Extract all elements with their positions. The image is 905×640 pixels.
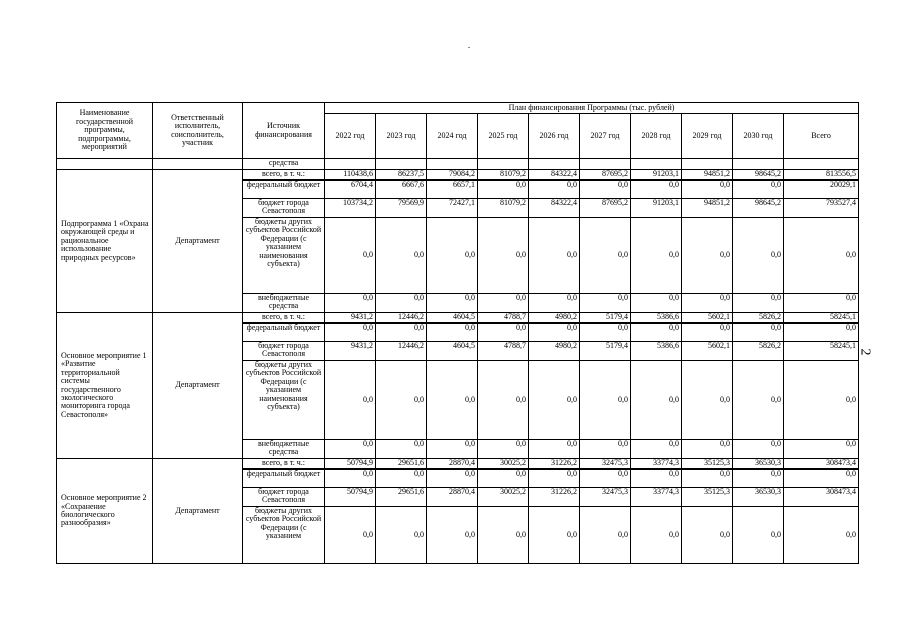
value-cell: 94851,2 [682,170,733,180]
value-cell: 98645,2 [733,170,784,180]
value-cell: 84322,4 [529,170,580,180]
value-cell: 0,0 [376,507,427,564]
value-cell: 5179,4 [580,313,631,323]
value-cell: 0,0 [325,294,376,313]
source-label: бюджет города Севастополя [243,199,325,218]
table-row [57,459,859,469]
value-cell: 0,0 [682,218,733,294]
value-cell: 9431,2 [325,342,376,361]
header-year: 2026 год [529,114,580,159]
value-cell: 72427,1 [427,199,478,218]
value-cell: 0,0 [427,218,478,294]
value-cell: 6657,1 [427,180,478,199]
value-cell: 0,0 [478,323,529,342]
value-cell: 0,0 [529,294,580,313]
value-cell: 9431,2 [325,313,376,323]
value-cell: 0,0 [784,507,859,564]
value-cell: 35125,3 [682,459,733,469]
value-cell: 0,0 [784,361,859,440]
value-cell: 0,0 [784,440,859,459]
value-cell: 0,0 [478,361,529,440]
value-cell: 0,0 [784,294,859,313]
header-year: Всего [784,114,859,159]
source-label: всего, в т. ч.: [243,313,325,323]
value-cell: 0,0 [478,469,529,488]
value-cell: 30025,2 [478,459,529,469]
value-cell: 29651,6 [376,488,427,507]
value-cell: 0,0 [478,507,529,564]
value-cell: 0,0 [427,440,478,459]
value-cell: 0,0 [325,218,376,294]
value-cell: 0,0 [325,469,376,488]
value-cell: 0,0 [325,440,376,459]
value-cell: 81079,2 [478,199,529,218]
table-row [57,170,859,180]
value-cell: 0,0 [529,469,580,488]
section-name: Основное мероприятие 1 «Развитие территориальной системы государственного экологического мониторинга города Севастополя» [57,313,153,459]
value-cell: 87695,2 [580,170,631,180]
value-cell: 0,0 [733,323,784,342]
source-label: всего, в т. ч.: [243,459,325,469]
value-cell: 5386,6 [631,313,682,323]
value-cell: 5826,2 [733,342,784,361]
value-cell: 0,0 [427,469,478,488]
value-cell: 0,0 [376,294,427,313]
value-cell: 0,0 [427,294,478,313]
header-year: 2029 год [682,114,733,159]
value-cell: 58245,1 [784,342,859,361]
value-cell: 0,0 [376,323,427,342]
value-cell: 30025,2 [478,488,529,507]
value-cell: 12446,2 [376,342,427,361]
value-cell: 0,0 [580,469,631,488]
value-cell: 98645,2 [733,199,784,218]
page-number: 2 [857,348,873,356]
source-label: федеральный бюджет [243,323,325,342]
value-cell: 110438,6 [325,170,376,180]
value-cell: 5179,4 [580,342,631,361]
value-cell: 87695,2 [580,199,631,218]
value-cell: 0,0 [631,507,682,564]
header-year: 2030 год [733,114,784,159]
header-year: 2027 год [580,114,631,159]
value-cell: 12446,2 [376,313,427,323]
value-cell: 0,0 [478,294,529,313]
source-label: бюджеты других субъектов Российской Федерации (с указанием наименования субъекта) [243,361,325,440]
value-cell: 0,0 [784,218,859,294]
value-cell: 0,0 [682,180,733,199]
value-cell: 5826,2 [733,313,784,323]
value-cell: 31226,2 [529,459,580,469]
value-cell: 0,0 [529,361,580,440]
source-label: бюджеты других субъектов Российской Федерации (с указанием наименования субъекта) [243,218,325,294]
value-cell: 79569,9 [376,199,427,218]
value-cell: 86237,5 [376,170,427,180]
header-executor: Ответственный исполнитель, соисполнитель, участник [153,103,243,159]
value-cell: 58245,1 [784,313,859,323]
header-source: Источник финансирования [243,103,325,159]
value-cell: 0,0 [580,361,631,440]
value-cell: 0,0 [580,440,631,459]
value-cell: 0,0 [376,218,427,294]
value-cell: 0,0 [631,218,682,294]
value-cell: 32475,3 [580,459,631,469]
header-year: 2025 год [478,114,529,159]
value-cell: 103734,2 [325,199,376,218]
value-cell: 0,0 [376,440,427,459]
value-cell: 4980,2 [529,313,580,323]
value-cell: 0,0 [580,507,631,564]
source-label: бюджеты других субъектов Российской Федерации (с указанием [243,507,325,564]
header-year: 2022 год [325,114,376,159]
source-label: бюджет города Севастополя [243,488,325,507]
value-cell: 0,0 [580,294,631,313]
value-cell: 0,0 [478,180,529,199]
value-cell: 28870,4 [427,488,478,507]
value-cell: 0,0 [733,507,784,564]
value-cell: 0,0 [478,218,529,294]
value-cell: 4604,5 [427,313,478,323]
value-cell: 0,0 [631,180,682,199]
source-label: всего, в т. ч.: [243,170,325,180]
value-cell: 0,0 [631,440,682,459]
value-cell: 0,0 [529,180,580,199]
value-cell: 0,0 [529,323,580,342]
value-cell: 0,0 [733,294,784,313]
value-cell: 0,0 [580,323,631,342]
section-name: Подпрограмма 1 «Охрана окружающей среды и рациональное использование природных ресурсов» [57,170,153,313]
source-label: бюджет города Севастополя [243,342,325,361]
value-cell: 36530,3 [733,488,784,507]
value-cell: 0,0 [325,507,376,564]
value-cell: 6704,4 [325,180,376,199]
value-cell: 0,0 [580,218,631,294]
value-cell: 0,0 [427,323,478,342]
value-cell: 33774,3 [631,488,682,507]
value-cell: 0,0 [478,440,529,459]
value-cell: 0,0 [529,440,580,459]
value-cell: 31226,2 [529,488,580,507]
value-cell: 813556,5 [784,170,859,180]
value-cell: 36530,3 [733,459,784,469]
value-cell: 0,0 [733,469,784,488]
carry-name-cell [57,159,153,170]
value-cell: 91203,1 [631,199,682,218]
value-cell: 0,0 [631,361,682,440]
value-cell: 0,0 [631,294,682,313]
value-cell: 0,0 [376,469,427,488]
value-cell: 81079,2 [478,170,529,180]
scan-speck [468,47,470,48]
value-cell: 308473,4 [784,488,859,507]
value-cell: 50794,9 [325,459,376,469]
value-cell: 4788,7 [478,342,529,361]
value-cell: 0,0 [427,361,478,440]
section-name: Основное мероприятие 2 «Сохранение биологического разнообразия» [57,459,153,564]
value-cell: 308473,4 [784,459,859,469]
value-cell: 79084,2 [427,170,478,180]
value-cell: 29651,6 [376,459,427,469]
header-plan: План финансирования Программы (тыс. рублей) [325,103,859,114]
value-cell: 0,0 [631,469,682,488]
value-cell: 0,0 [631,323,682,342]
value-cell: 84322,4 [529,199,580,218]
value-cell: 0,0 [682,440,733,459]
header-name: Наименование государственной программы, подпрограммы, мероприятий [57,103,153,159]
financing-table [56,102,859,564]
value-cell: 35125,3 [682,488,733,507]
section-executor: Департамент [153,170,243,313]
value-cell: 0,0 [325,361,376,440]
value-cell: 793527,4 [784,199,859,218]
value-cell: 0,0 [427,507,478,564]
section-executor: Департамент [153,459,243,564]
source-label: внебюджетные средства [243,294,325,313]
value-cell: 0,0 [784,469,859,488]
header-year: 2024 год [427,114,478,159]
value-cell: 94851,2 [682,199,733,218]
value-cell: 20029,1 [784,180,859,199]
source-label: внебюджетные средства [243,440,325,459]
value-cell: 4604,5 [427,342,478,361]
table-row [57,313,859,323]
value-cell: 0,0 [325,323,376,342]
value-cell: 0,0 [529,507,580,564]
value-cell: 5386,6 [631,342,682,361]
value-cell: 0,0 [784,323,859,342]
value-cell: 5602,1 [682,342,733,361]
value-cell: 0,0 [376,361,427,440]
value-cell: 50794,9 [325,488,376,507]
header-year: 2023 год [376,114,427,159]
value-cell: 0,0 [682,469,733,488]
value-cell: 5602,1 [682,313,733,323]
value-cell: 33774,3 [631,459,682,469]
value-cell: 0,0 [682,361,733,440]
value-cell: 0,0 [529,218,580,294]
source-label: федеральный бюджет [243,469,325,488]
carry-executor-cell [153,159,243,170]
value-cell: 4980,2 [529,342,580,361]
value-cell: 0,0 [682,507,733,564]
value-cell: 0,0 [682,294,733,313]
value-cell: 28870,4 [427,459,478,469]
value-cell: 0,0 [733,218,784,294]
header-year: 2028 год [631,114,682,159]
value-cell: 0,0 [682,323,733,342]
value-cell: 32475,3 [580,488,631,507]
section-executor: Департамент [153,313,243,459]
value-cell: 0,0 [733,180,784,199]
value-cell: 0,0 [733,440,784,459]
value-cell: 0,0 [733,361,784,440]
source-label: федеральный бюджет [243,180,325,199]
value-cell: 4788,7 [478,313,529,323]
value-cell: 0,0 [580,180,631,199]
value-cell: 91203,1 [631,170,682,180]
carry-source: средства [243,159,325,170]
value-cell: 6667,6 [376,180,427,199]
